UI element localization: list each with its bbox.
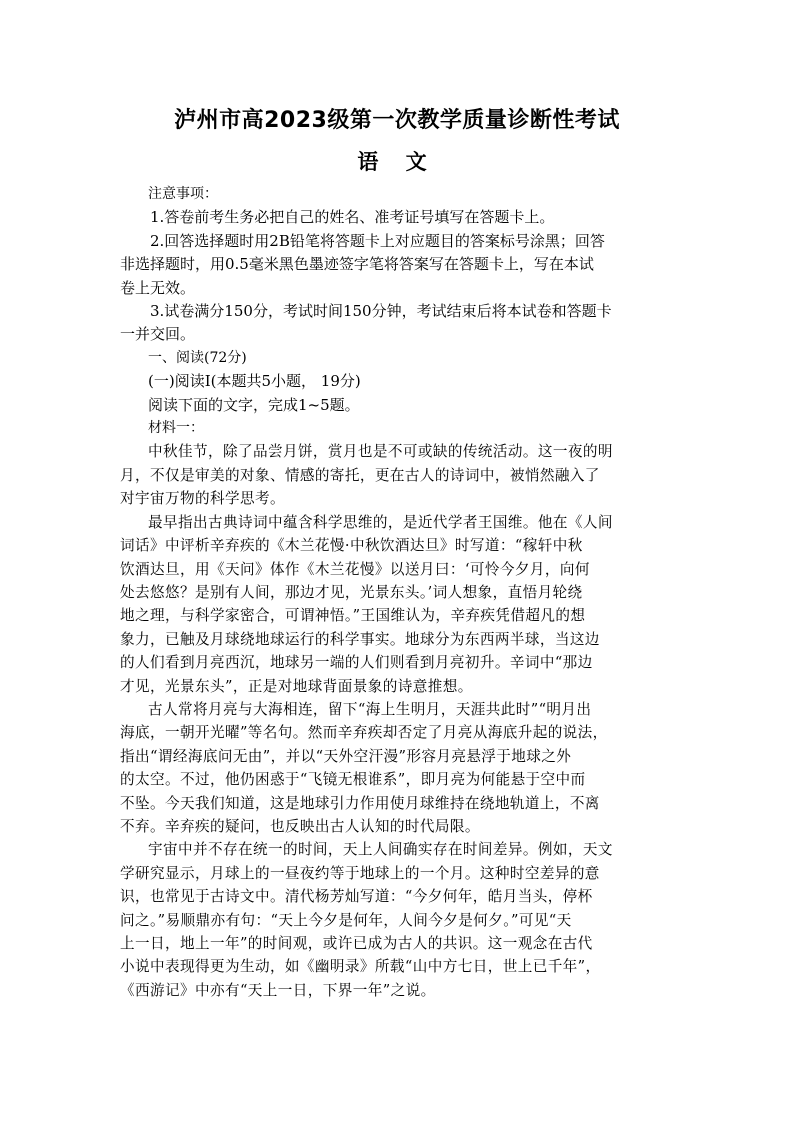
passage-line: 问之。”易顺鼎亦有句：“天上今夕是何年，人间今夕是何夕。”可见“天 xyxy=(120,911,572,929)
notice-item-1: 1.答卷前考生务必把自己的姓名、准考证号填写在答题卡上。 xyxy=(150,208,555,227)
passage-line: 小说中表现得更为生动，如《幽明录》所载“山中方七日，世上已千年”， xyxy=(120,958,601,976)
passage-line: 饮酒达旦，用《天问》体作《木兰花慢》以送月曰：‘可怜今夕月，向何 xyxy=(120,560,590,578)
passage-paragraph-1 xyxy=(120,440,680,510)
passage-paragraph-4 xyxy=(120,838,680,1002)
passage-line: 才见，光景东头”，正是对地球背面景象的诗意推想。 xyxy=(120,677,473,695)
material-label: 材料一： xyxy=(148,420,204,437)
subject-title: 语 文 xyxy=(357,150,437,174)
passage-line: 识，也常见于古诗文中。清代杨芳灿写道：“今夕何年，皓月当头，停杯 xyxy=(120,888,593,906)
passage-line: 最早指出古典诗词中蕴含科学思维的，是近代学者王国维。他在《人间 xyxy=(148,513,613,531)
passage-line: 的太空。不过，他仍困惑于“飞镜无根谁系”，即月亮为何能悬于空中而 xyxy=(120,771,586,789)
notice-item-2-line-2: 非选择题时，用0.5毫米黑色墨迹签字笔将答案写在答题卡上，写在本试 xyxy=(120,255,594,274)
notice-item-3-line-1: 3.试卷满分150分，考试时间150分钟，考试结束后将本试卷和答题卡 xyxy=(150,302,612,321)
passage-line: 不坠。今天我们知道，这是地球引力作用使月球维持在绕地轨道上，不离 xyxy=(120,794,600,812)
passage-line: 不弃。辛弃疾的疑问，也反映出古人认知的时代局限。 xyxy=(120,817,480,835)
instruction-text: 阅读下面的文字，完成1~5题。 xyxy=(148,395,360,414)
sub-heading: (一)阅读Ⅰ(本题共5小题， 19分) xyxy=(148,372,361,391)
passage xyxy=(120,440,680,1002)
passage-line: 对宇宙万物的科学思考。 xyxy=(120,490,285,508)
passage-line: 海底，一朝开光曜”等名句。然而辛弃疾却否定了月亮从海底升起的说法， xyxy=(120,724,608,742)
passage-line: 《西游记》中亦有“天上一日，下界一年”之说。 xyxy=(120,981,436,999)
passage-line: 象力，已触及月球绕地球运行的科学事实。地球分为东西两半球，当这边 xyxy=(120,630,600,648)
passage-line: 宇宙中并不存在统一的时间，天上人间确实存在时间差异。例如，天文 xyxy=(148,841,613,859)
exam-body xyxy=(120,183,680,1002)
passage-line: 地之理，与科学家密合，可谓神悟。”王国维认为，辛弃疾凭借超凡的想 xyxy=(120,607,586,625)
passage-line: 处去悠悠？是别有人间，那边才见，光景东头。’词人想象，直悟月轮绕 xyxy=(120,583,583,601)
part-heading: 一、阅读(72分) xyxy=(148,349,247,366)
passage-line: 的人们看到月亮西沉，地球另一端的人们则看到月亮初升。辛词中“那边 xyxy=(120,654,593,672)
notice-item-2-line-1: 2.回答选择题时用2B铅笔将答题卡上对应题目的答案标号涂黑；回答 xyxy=(150,231,605,250)
section-headings xyxy=(120,347,680,441)
passage-line: 中秋佳节，除了品尝月饼，赏月也是不可或缺的传统活动。这一夜的明 xyxy=(148,443,613,461)
exam-title: 泸州市高2023级第一次教学质量诊断性考试 xyxy=(174,108,620,133)
passage-paragraph-2 xyxy=(120,511,680,698)
passage-paragraph-3 xyxy=(120,698,680,838)
notice-item-2-line-3: 卷上无效。 xyxy=(120,278,196,297)
passage-line: 指出“谓经海底问无由”，并以“天外空汗漫”形容月亮悬浮于地球之外 xyxy=(120,747,572,765)
passage-line: 学研究显示，月球上的一昼夜约等于地球上的一个月。这种时空差异的意 xyxy=(120,864,600,882)
notice-item-3-line-2: 一并交回。 xyxy=(120,325,196,344)
passage-line: 月，不仅是审美的对象、情感的寄托，更在古人的诗词中，被悄然融入了 xyxy=(120,466,600,484)
notice-heading: 注意事项： xyxy=(148,186,218,202)
passage-line: 古人常将月亮与大海相连，留下“海上生明月，天涯共此时”“明月出 xyxy=(148,700,592,718)
passage-line: 词话》中评析辛弃疾的《木兰花慢·中秋饮酒达旦》时写道：“稼轩中秋 xyxy=(120,537,583,555)
notice-section xyxy=(120,183,680,347)
passage-line: 上一日，地上一年”的时间观，或许已成为古人的共识。这一观念在古代 xyxy=(120,935,593,952)
